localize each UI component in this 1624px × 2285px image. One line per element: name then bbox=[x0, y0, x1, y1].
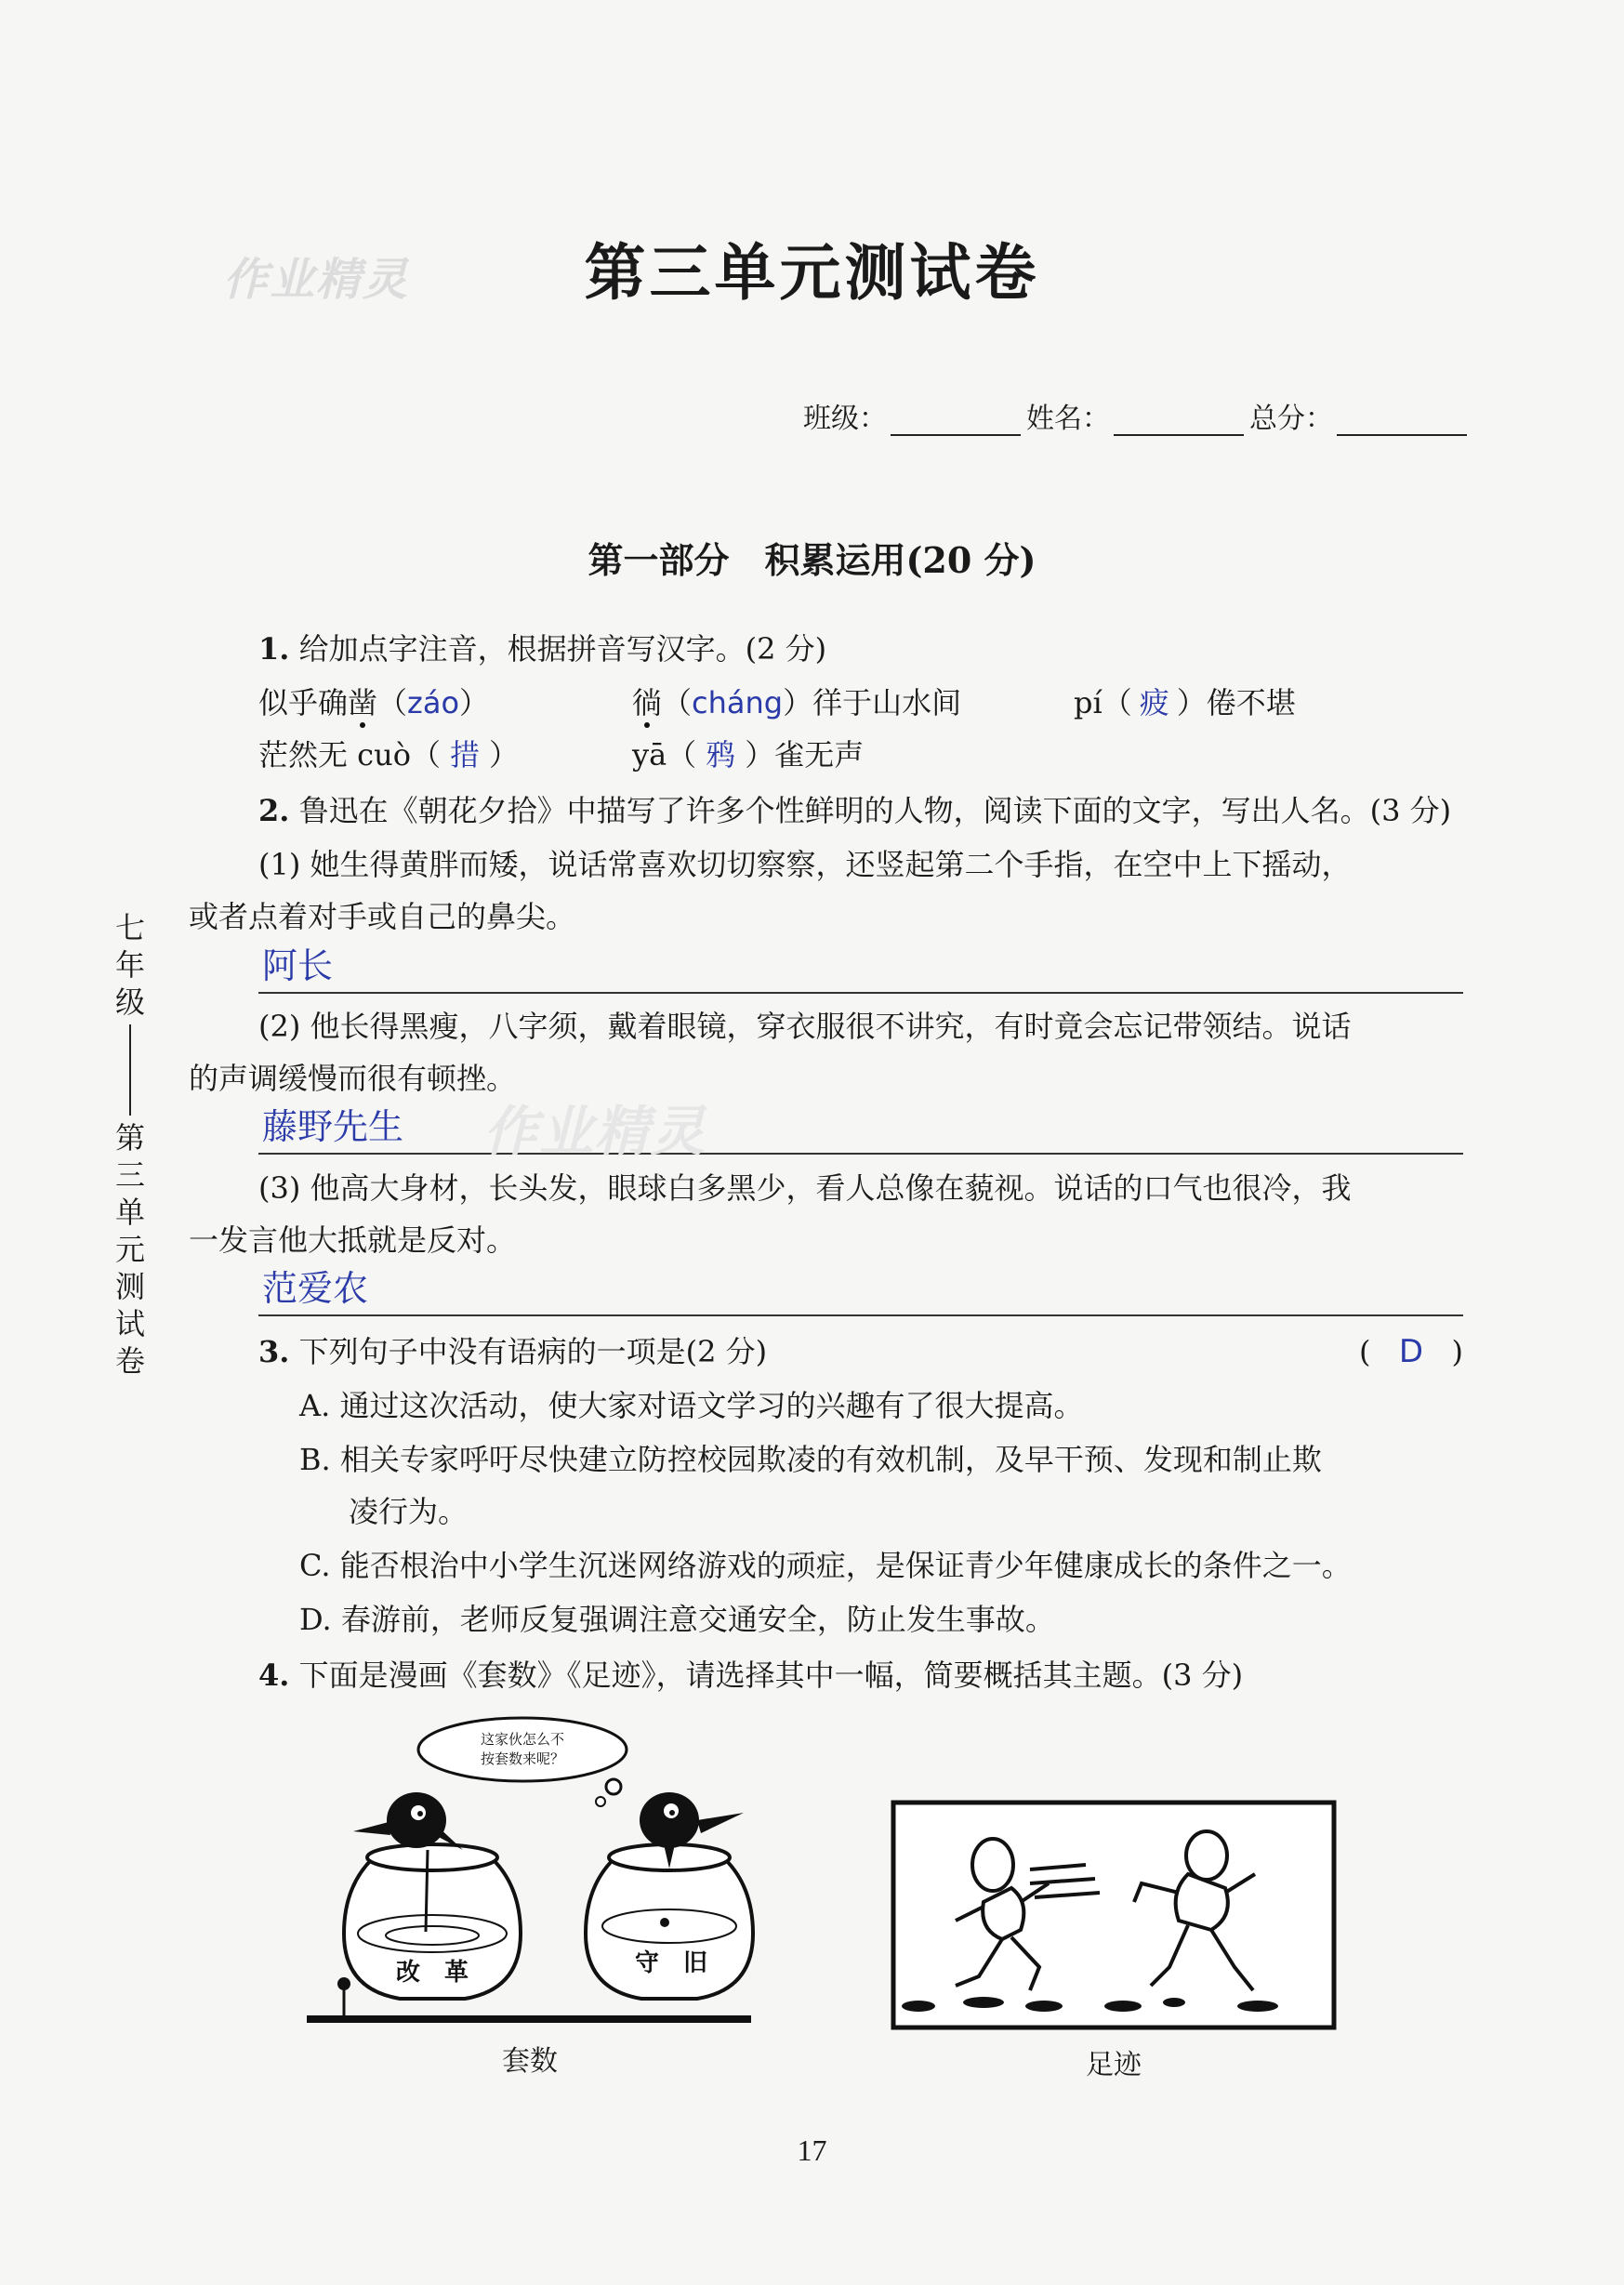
section-title: 第一部分 积累运用(20 分) bbox=[588, 539, 1036, 581]
q1-item-text: 似乎确 bbox=[258, 685, 349, 720]
q2-passage-1-line-2: 或者点着对手或自己的鼻尖。 bbox=[189, 899, 576, 934]
q3-option-c: C. 能否根治中小学生沉迷网络游戏的顽症，是保证青少年健康成长的条件之一。 bbox=[299, 1548, 1352, 1583]
side-label-unit bbox=[112, 1119, 149, 1380]
dotted-char: 凿 bbox=[348, 685, 378, 720]
q1-item-cuo bbox=[258, 734, 519, 775]
q2-answer-3: 范爱农 bbox=[262, 1268, 369, 1309]
paren: ） bbox=[459, 685, 490, 720]
cartoon-taoshu bbox=[307, 1710, 762, 2036]
answer-hanzi: 鸦 bbox=[706, 737, 736, 773]
jar-label-reform: 改 革 bbox=[395, 1959, 469, 1987]
q2-answer-1: 阿长 bbox=[262, 945, 334, 986]
q3-option-a: A. 通过这次活动，使大家对语文学习的兴趣有了很大提高。 bbox=[299, 1388, 1084, 1423]
q4-prompt-text: 下面是漫画《套数》《足迹》，请选择其中一幅，简要概括其主题。(3 分) bbox=[298, 1658, 1244, 1693]
q1-prompt bbox=[258, 628, 826, 669]
side-label-char: 元 bbox=[114, 1232, 145, 1267]
q3-option-d: D. 春游前，老师反复强调注意交通安全，防止发生事故。 bbox=[299, 1602, 1055, 1637]
side-label-char: 七 bbox=[114, 910, 145, 945]
q1-item-chang bbox=[632, 682, 961, 723]
q1-item-text: ）徉于山水间 bbox=[783, 685, 962, 720]
paren: （ bbox=[662, 685, 693, 720]
q1-item-text: ） bbox=[489, 737, 520, 773]
q2-answer-line-1[interactable] bbox=[258, 942, 1463, 994]
q1-item-text: ）倦不堪 bbox=[1176, 685, 1296, 720]
watermark-logo: 作业精灵 bbox=[223, 254, 410, 306]
answer-hanzi: 措 bbox=[449, 737, 480, 773]
q2-passage-2-line-2: 的声调缓慢而很有顿挫。 bbox=[189, 1061, 517, 1096]
q3-answer: D bbox=[1398, 1333, 1424, 1370]
q1-item-text: 茫然无 cuò（ bbox=[258, 737, 441, 773]
dotted-char: 徜 bbox=[632, 685, 663, 720]
side-label-char: 卷 bbox=[114, 1343, 145, 1379]
q2-answer-line-2[interactable] bbox=[258, 1103, 1463, 1155]
paren: ( bbox=[1359, 1334, 1371, 1369]
page-title: 第三单元测试卷 bbox=[584, 236, 1040, 309]
q3-prompt-text: 下列句子中没有语病的一项是(2 分) bbox=[298, 1334, 768, 1369]
q1-item-text: yā（ bbox=[632, 737, 697, 773]
side-label-char: 测 bbox=[114, 1269, 145, 1304]
q4-number: 4. bbox=[258, 1658, 290, 1693]
q3-option-b-line-2: 凌行为。 bbox=[349, 1494, 469, 1529]
score-label: 总分： bbox=[1249, 403, 1333, 435]
cartoon-zuji bbox=[891, 1800, 1337, 2030]
watermark-logo: 作业精灵 bbox=[483, 1100, 707, 1163]
q3-option-b-line-1: B. 相关专家呼吁尽快建立防控校园欺凌的有效机制，及早干预、发现和制止欺 bbox=[299, 1442, 1322, 1477]
answer-hanzi: 疲 bbox=[1139, 685, 1169, 720]
q2-passage-1-line-1: (1) 她生得黄胖而矮，说话常喜欢切切察察，还竖起第二个手指，在空中上下摇动， bbox=[258, 847, 1352, 882]
q1-item-pi bbox=[1074, 682, 1296, 723]
side-label-char: 单 bbox=[114, 1195, 145, 1230]
paren: （ bbox=[377, 685, 408, 720]
class-blank[interactable] bbox=[891, 406, 1021, 436]
q1-item-text: pí（ bbox=[1074, 685, 1132, 720]
q2-prompt-text: 鲁迅在《朝花夕拾》中描写了许多个性鲜明的人物，阅读下面的文字，写出人名。(3 分) bbox=[298, 793, 1452, 828]
q3-answer-box[interactable] bbox=[1359, 1331, 1463, 1372]
class-label: 班级： bbox=[803, 403, 887, 435]
name-blank[interactable] bbox=[1114, 406, 1244, 436]
q3-number: 3. bbox=[258, 1334, 290, 1369]
q1-item-ya bbox=[632, 734, 864, 775]
jar-label-conservative: 守 旧 bbox=[634, 1949, 708, 1977]
answer-pinyin: záo bbox=[407, 685, 460, 720]
cartoon-zuji-caption: 足迹 bbox=[1086, 2049, 1142, 2081]
bubble-text-line-2: 按套数来呢？ bbox=[480, 1750, 565, 1767]
q2-prompt bbox=[258, 790, 1451, 831]
q2-answer-line-3[interactable] bbox=[258, 1264, 1463, 1316]
student-info-row bbox=[803, 395, 1472, 436]
name-label: 姓名： bbox=[1026, 403, 1110, 435]
jar-reform bbox=[344, 1844, 521, 1999]
side-label-char: 第 bbox=[114, 1120, 145, 1156]
q3-prompt bbox=[258, 1331, 767, 1372]
bubble-text-line-1: 这家伙怎么不 bbox=[480, 1731, 565, 1748]
q2-passage-3-line-2: 一发言他大抵就是反对。 bbox=[189, 1222, 517, 1258]
side-label bbox=[112, 909, 149, 1380]
q2-passage-2-line-1: (2) 他长得黑瘦，八字须，戴着眼镜，穿衣服很不讲究，有时竟会忘记带领结。说话 bbox=[258, 1009, 1352, 1044]
q2-number: 2. bbox=[258, 793, 290, 828]
q1-item-zao bbox=[258, 682, 489, 723]
q4-prompt bbox=[258, 1655, 1243, 1696]
side-label-char: 试 bbox=[114, 1306, 145, 1341]
q1-number: 1. bbox=[258, 631, 290, 667]
score-blank[interactable] bbox=[1337, 406, 1467, 436]
page-number: 17 bbox=[797, 2133, 827, 2167]
side-label-grade bbox=[112, 909, 149, 1021]
side-divider bbox=[129, 1024, 131, 1116]
q2-answer-2: 藤野先生 bbox=[262, 1106, 404, 1147]
side-label-char: 年 bbox=[114, 947, 145, 983]
side-label-char: 级 bbox=[114, 984, 145, 1020]
crow-left bbox=[353, 1792, 463, 1850]
thought-bubble bbox=[418, 1718, 627, 1806]
cartoon-taoshu-caption: 套数 bbox=[502, 2045, 558, 2078]
answer-pinyin: cháng bbox=[692, 685, 784, 720]
q1-prompt-text: 给加点字注音，根据拼音写汉字。(2 分) bbox=[298, 631, 827, 667]
side-label-char: 三 bbox=[114, 1157, 145, 1193]
paren: ) bbox=[1451, 1334, 1463, 1369]
q2-passage-3-line-1: (3) 他高大身材，长头发，眼球白多黑少，看人总像在藐视。说话的口气也很冷，我 bbox=[258, 1170, 1352, 1206]
q1-item-text: ）雀无声 bbox=[745, 737, 865, 773]
